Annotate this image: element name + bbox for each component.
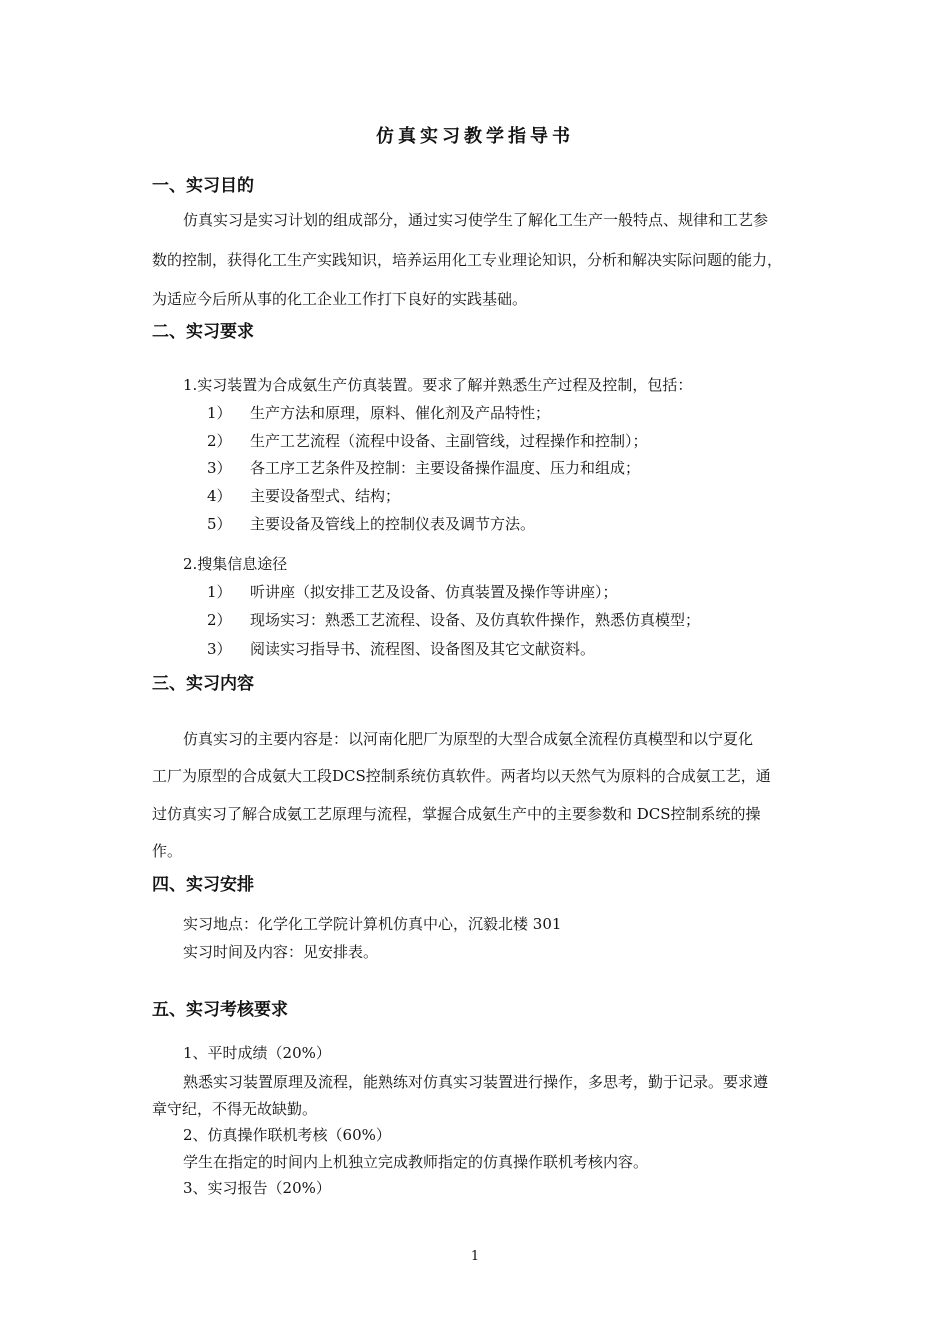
list-text: 阅读实习指导书、流程图、设备图及其它文献资料。 — [250, 640, 596, 658]
paragraph-line: 实习时间及内容：见安排表。 — [183, 943, 379, 961]
document-title: 仿真实习教学指导书 — [376, 126, 574, 147]
list-text: 现场实习：熟悉工艺流程、设备、及仿真软件操作，熟悉仿真模型； — [250, 611, 701, 629]
list-number: 3） — [207, 640, 232, 658]
paragraph-line: 章守纪，不得无故缺勤。 — [152, 1100, 318, 1118]
section-heading-arrangement: 四、实习安排 — [152, 875, 254, 895]
list-item — [207, 517, 535, 532]
paragraph-line: 为适应今后所从事的化工企业工作打下良好的实践基础。 — [152, 290, 528, 308]
paragraph-line: 3、实习报告（20%） — [183, 1179, 331, 1197]
list-number: 5） — [207, 515, 232, 533]
list-number: 1） — [207, 404, 232, 422]
list-number: 1） — [207, 583, 232, 601]
list-text: 生产工艺流程（流程中设备、主副管线，过程操作和控制）； — [250, 432, 648, 450]
paragraph-line: 工厂为原型的合成氨大工段DCS控制系统仿真软件。两者均以天然气为原料的合成氨工艺，通 — [152, 767, 771, 785]
list-number: 4） — [207, 487, 232, 505]
list-item — [207, 585, 618, 600]
paragraph-line: 仿真实习是实习计划的组成部分，通过实习使学生了解化工生产一般特点、规律和工艺参 — [183, 211, 769, 229]
list-intro: 1.实习装置为合成氨生产仿真装置。要求了解并熟悉生产过程及控制，包括： — [183, 376, 693, 394]
paragraph-line: 2、仿真操作联机考核（60%） — [183, 1126, 391, 1144]
paragraph-line: 作。 — [152, 842, 183, 860]
list-item — [207, 434, 648, 449]
list-item — [207, 489, 400, 504]
paragraph-line: 仿真实习的主要内容是：以河南化肥厂为原型的大型合成氨全流程仿真模型和以宁夏化 — [183, 730, 754, 748]
section-heading-assessment: 五、实习考核要求 — [152, 1000, 288, 1020]
list-item — [207, 613, 700, 628]
list-text: 各工序工艺条件及控制：主要设备操作温度、压力和组成； — [250, 459, 641, 477]
section-heading-requirements: 二、实习要求 — [152, 322, 254, 342]
list-text: 听讲座（拟安排工艺及设备、仿真装置及操作等讲座）； — [250, 583, 618, 601]
list-item — [207, 406, 550, 421]
paragraph-line: 数的控制，获得化工生产实践知识，培养运用化工专业理论知识，分析和解决实际问题的能力， — [152, 251, 783, 269]
page-number: 1 — [470, 1249, 480, 1264]
paragraph-line: 过仿真实习了解合成氨工艺原理与流程，掌握合成氨生产中的主要参数和 DCS控制系统的操 — [152, 805, 761, 823]
list-number: 3） — [207, 459, 232, 477]
list-item — [207, 642, 595, 657]
paragraph-line: 实习地点：化学化工学院计算机仿真中心，沉毅北楼 301 — [183, 915, 562, 933]
paragraph-line: 熟悉实习装置原理及流程，能熟练对仿真实习装置进行操作，多思考，勤于记录。要求遵 — [183, 1073, 769, 1091]
paragraph-line: 学生在指定的时间内上机独立完成教师指定的仿真操作联机考核内容。 — [183, 1153, 649, 1171]
section-heading-purpose: 一、实习目的 — [152, 176, 254, 196]
paragraph-line: 1、平时成绩（20%） — [183, 1044, 331, 1062]
list-text: 生产方法和原理，原料、催化剂及产品特性； — [250, 404, 551, 422]
list-number: 2） — [207, 611, 232, 629]
section-heading-content: 三、实习内容 — [152, 674, 254, 694]
list-item — [207, 461, 640, 476]
list-text: 主要设备及管线上的控制仪表及调节方法。 — [250, 515, 536, 533]
list-number: 2） — [207, 432, 232, 450]
list-intro: 2.搜集信息途径 — [183, 555, 288, 573]
list-text: 主要设备型式、结构； — [250, 487, 401, 505]
